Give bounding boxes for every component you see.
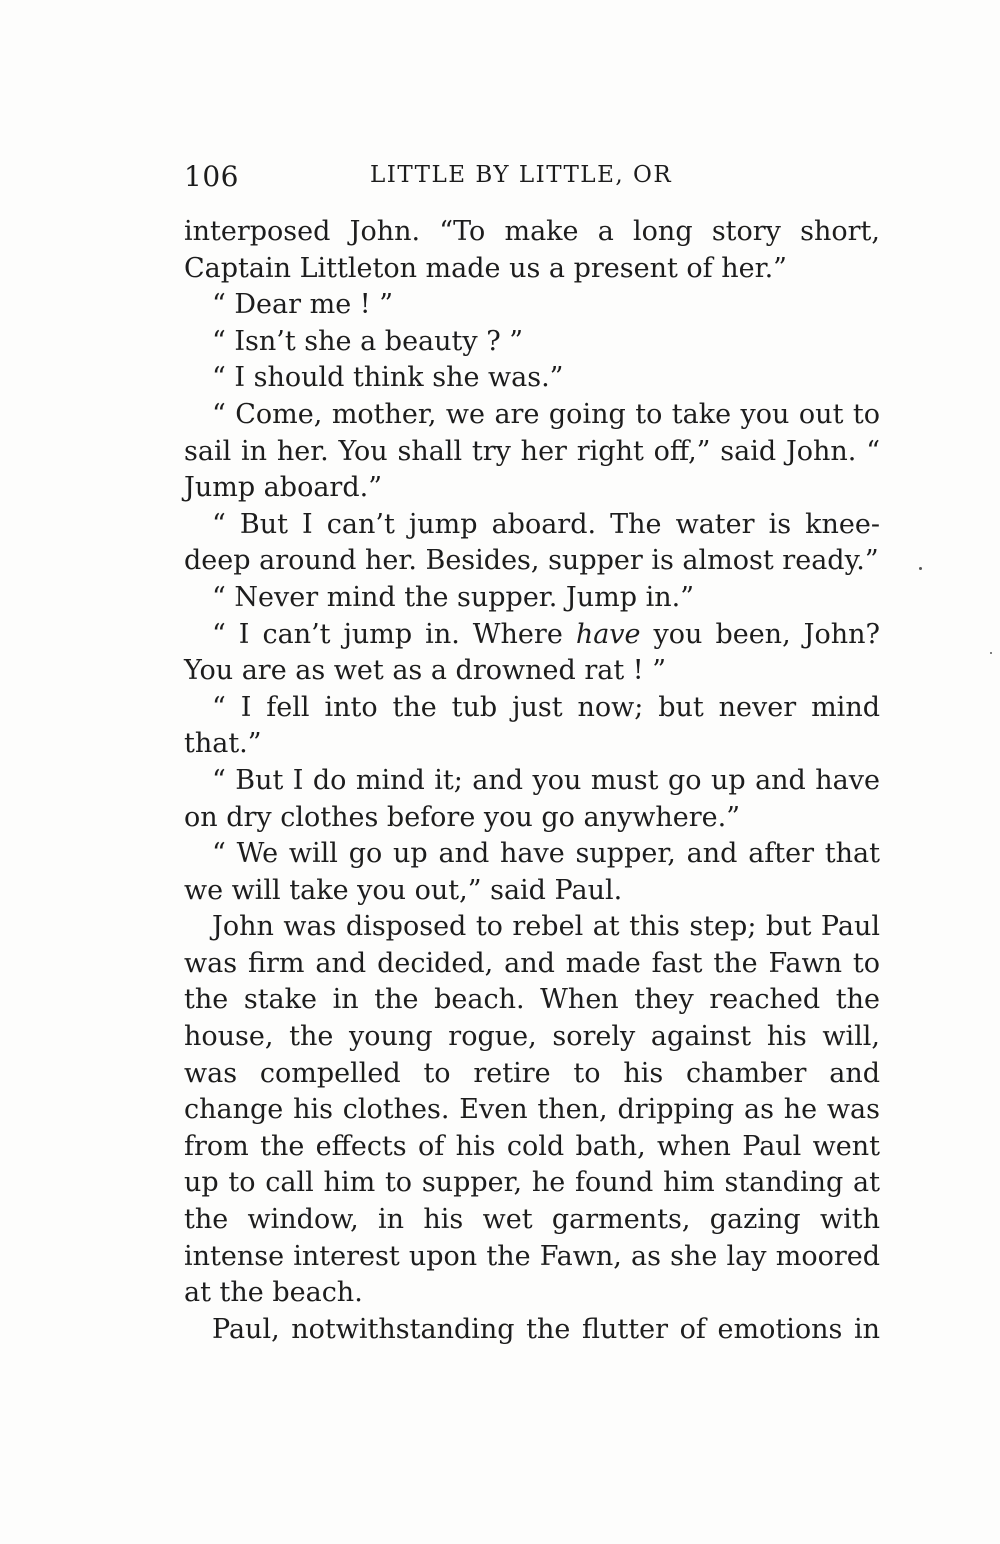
paragraph: “ I should think she was.” xyxy=(212,362,564,394)
page-number: 106 xyxy=(184,160,239,193)
body-text xyxy=(184,214,880,1348)
paragraph: “ Come, mother, we are going to take you out to sail in her. You shall try her right off,” said John. “ Jump aboard.” xyxy=(184,398,880,504)
paragraph-text: you been, John? You are as wet as a drowned rat ! ” xyxy=(184,618,880,687)
paragraph: “ Isn’t she a beauty ? ” xyxy=(212,325,524,357)
paragraph xyxy=(184,617,880,690)
paragraph: “ I fell into the tub just now; but never mind that.” xyxy=(184,691,880,760)
ink-speck xyxy=(990,652,992,654)
paragraph: Paul, notwithstanding the flutter of emotions in xyxy=(212,1313,880,1345)
emphasized-word: have xyxy=(575,618,641,650)
ink-speck xyxy=(919,567,922,570)
paragraph: interposed John. “To make a long story short, Captain Littleton made us a present of her.” xyxy=(184,216,880,284)
paragraph: John was disposed to rebel at this step; but Paul was firm and decided, and made fast the Fawn to the stake in the beach. When they reached the house, the young rogue, sorely against his will, was compelled to retire to his chamber and change his clothes. Even then, dripping as he was from the effects of his cold bath, when Paul went up to call him to supper, he found him standing at the window, in his wet garments, gazing with intense interest upon the Fawn, as she lay moored at the beach. xyxy=(184,911,880,1309)
paragraph: “ But I do mind it; and you must go up and have on dry clothes before you go anywhere.” xyxy=(184,764,880,833)
paragraph: “ But I can’t jump aboard. The water is knee-deep around her. Besides, supper is almost ready.” xyxy=(184,508,880,577)
paragraph: “ Never mind the supper. Jump in.” xyxy=(212,581,694,613)
page-header xyxy=(184,160,884,200)
running-title: LITTLE BY LITTLE, OR xyxy=(370,162,673,188)
paragraph: “ Dear me ! ” xyxy=(212,289,393,321)
paragraph: “ We will go up and have supper, and after that we will take you out,” said Paul. xyxy=(184,838,880,906)
paragraph-text: “ I can’t jump in. Where xyxy=(212,618,576,650)
